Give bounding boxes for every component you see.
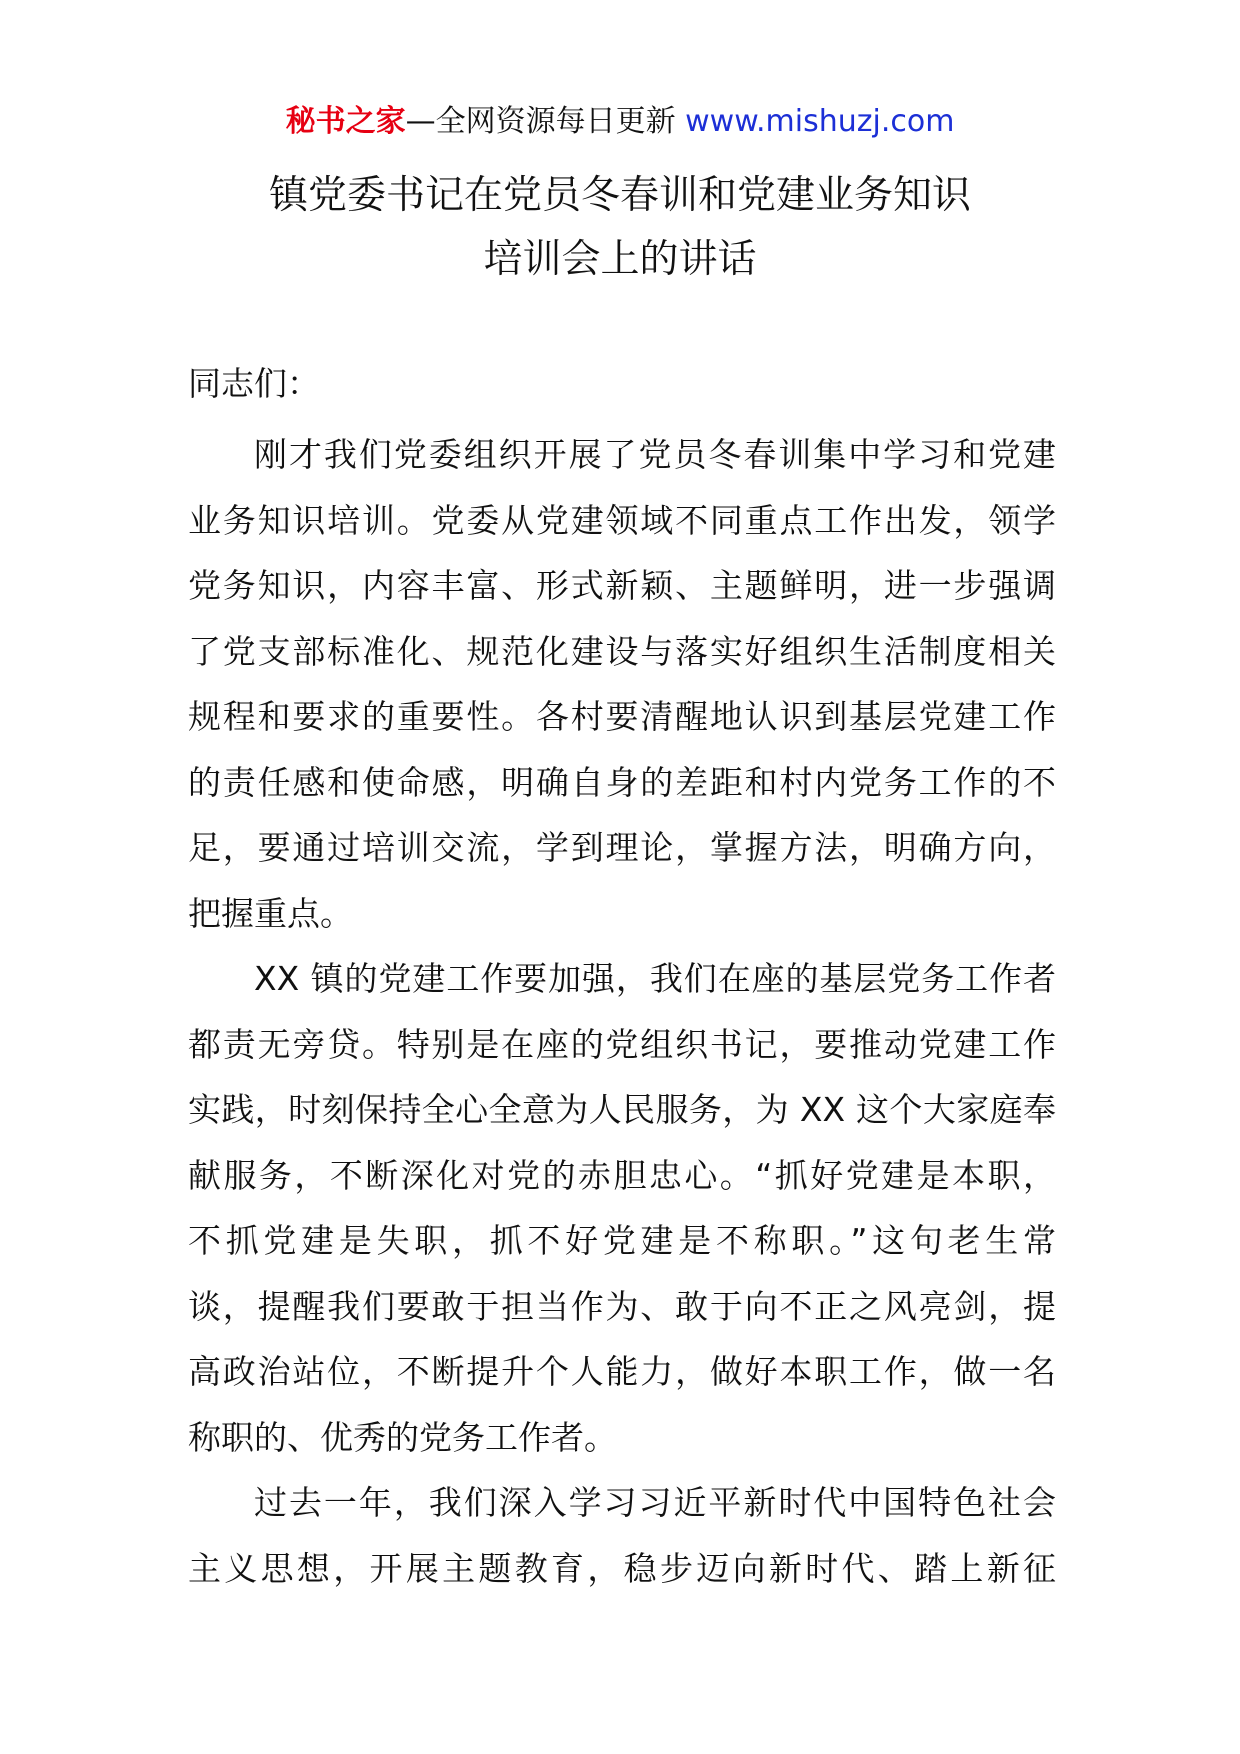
paragraph-line: 的责任感和使命感，明确自身的差距和村内党务工作的不: [188, 762, 1056, 802]
paragraph-line: 称职的、优秀的党务工作者。: [188, 1417, 617, 1457]
paragraph-line: 党务知识，内容丰富、形式新颖、主题鲜明，进一步强调: [188, 566, 1056, 605]
salutation: 同志们：: [188, 364, 320, 403]
brand-name: 秘书之家: [285, 104, 406, 139]
paragraph-line: 足，要通过培训交流，学到理论，掌握方法，明确方向，: [188, 828, 1056, 867]
paragraph-line: 业务知识培训。党委从党建领域不同重点工作出发，领学: [188, 500, 1056, 540]
paragraph-line: 不抓党建是失职，抓不好党建是不称职。”这句老生常: [188, 1221, 1056, 1260]
paragraph-line: 过去一年，我们深入学习习近平新时代中国特色社会: [254, 1483, 1056, 1522]
body-text: [188, 422, 1056, 1601]
paragraph-line: 谈，提醒我们要敢于担当作为、敢于向不正之风亮剑，提: [188, 1286, 1056, 1326]
title-line-2: 培训会上的讲话: [483, 237, 757, 282]
paragraph-line: XX 镇的党建工作要加强，我们在座的基层党务工作者: [254, 959, 1056, 998]
paragraph-line: 把握重点。: [188, 893, 353, 933]
paragraph-line: 规程和要求的重要性。各村要清醒地认识到基层党建工作: [188, 697, 1056, 736]
paragraph-line: 高政治站位，不断提升个人能力，做好本职工作，做一名: [188, 1352, 1056, 1391]
header-tagline: —全网资源每日更新: [405, 104, 686, 139]
paragraph-line: 献服务，不断深化对党的赤胆忠心。“抓好党建是本职，: [188, 1155, 1056, 1195]
document-title: [0, 164, 1240, 292]
paragraph-line: 了党支部标准化、规范化建设与落实好组织生活制度相关: [188, 631, 1056, 671]
paragraph-line: 刚才我们党委组织开展了党员冬春训集中学习和党建: [254, 435, 1056, 474]
site-url-link[interactable]: www.mishuzj.com: [685, 104, 955, 139]
paragraph-line: 实践，时刻保持全心全意为人民服务，为 XX 这个大家庭奉: [188, 1090, 1056, 1129]
paragraph-line: 都责无旁贷。特别是在座的党组织书记，要推动党建工作: [188, 1024, 1056, 1064]
title-line-1: 镇党委书记在党员冬春训和党建业务知识: [268, 173, 971, 218]
site-header: [0, 100, 1240, 144]
paragraph-line: 主义思想，开展主题教育，稳步迈向新时代、踏上新征: [188, 1548, 1056, 1588]
